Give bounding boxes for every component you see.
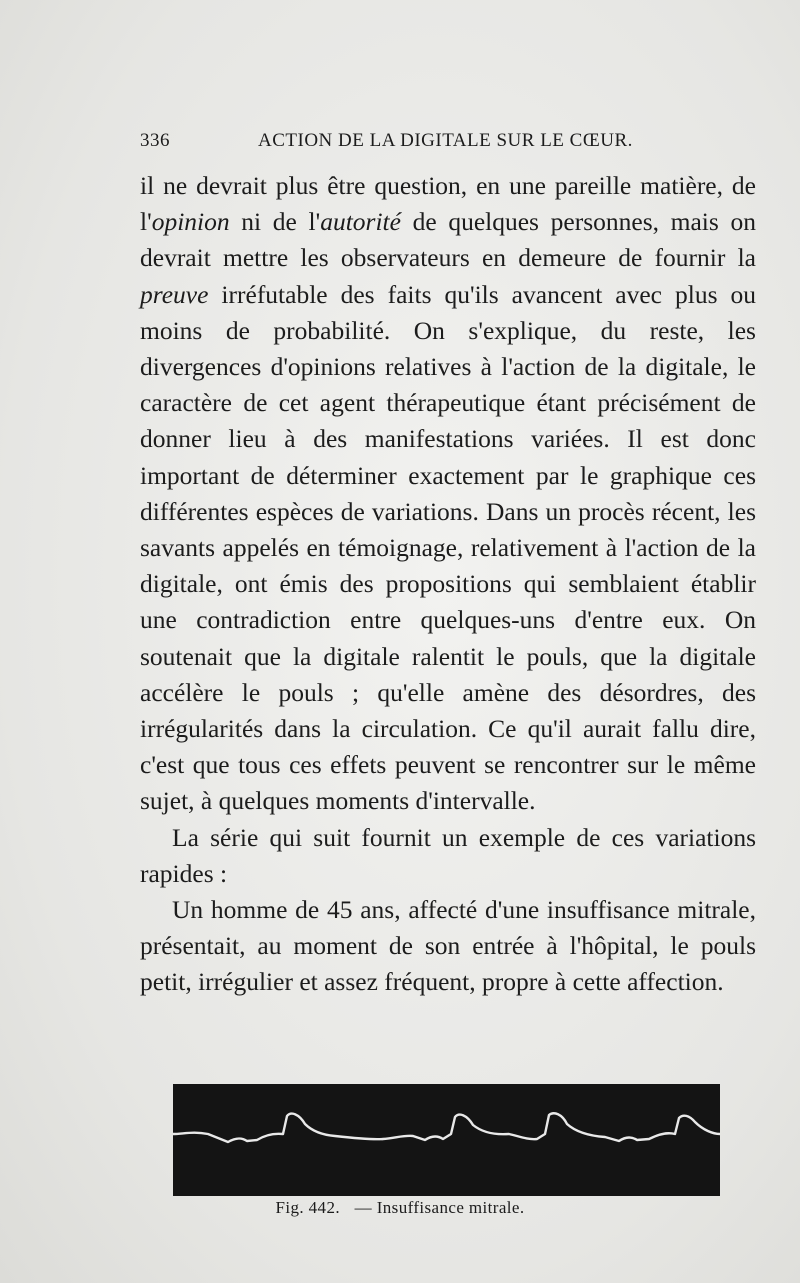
text-segment: Un homme de 45 ans, affecté d'une insuffisance mitrale, présentait, au moment de son entrée à l'hôpital, le pouls petit, irrégulier et assez fréquent, propre à cette affection. [140,895,756,997]
pulse-tracing-figure [173,1084,720,1196]
running-title: ACTION DE LA DIGITALE SUR LE CŒUR. [258,130,633,151]
caption-text: Insuffisance mitrale. [376,1198,525,1217]
pulse-tracing [173,1084,720,1196]
figure-caption [0,1198,800,1218]
pulse-trace-line [173,1113,720,1142]
body-text [140,168,756,1001]
text-segment: irréfutable des faits qu'ils avancent avec plus ou moins de probabilité. On s'explique, du reste, les divergences d'opinions relatives à l'action de la digitale, le caractère de cet agent thérapeutique étant précisément de donner lieu à des manifestations variées. Il est donc important de déterminer exactement par le graphique ces différentes espèces de variations. Dans un procès récent, les savants appelés en témoignage, relativement à l'action de la digitale, ont émis des propositions qui semblaient établir une contradiction entre quelques-uns d'entre eux. On soutenait que la digitale ralentit le pouls, que la digitale accélère le pouls ; qu'elle amène des désordres, des irrégularités dans la circulation. Ce qu'il aurait fallu dire, c'est que tous ces effets peuvent se rencontrer sur le même sujet, à quelques moments d'intervalle. [140,279,756,816]
emphasized-text: opinion [151,207,230,237]
emphasized-text: autorité [320,207,401,237]
paragraph [140,820,756,892]
figure-label: Fig. 442. [275,1198,340,1217]
paragraph [140,892,756,1001]
text-segment: de quelques personnes, mais on devrait mettre les observateurs en demeure de fournir la [140,207,756,273]
caption-dash: — [354,1198,373,1217]
paragraph [140,168,756,820]
emphasized-text: preuve [140,279,209,309]
text-segment: ni de l' [229,207,321,237]
text-segment: La série qui suit fournit un exemple de ces variations rapides : [140,822,756,888]
page-number: 336 [140,130,170,151]
text-segment: il ne devrait plus être question, en une pareille matière, de l' [140,171,756,237]
